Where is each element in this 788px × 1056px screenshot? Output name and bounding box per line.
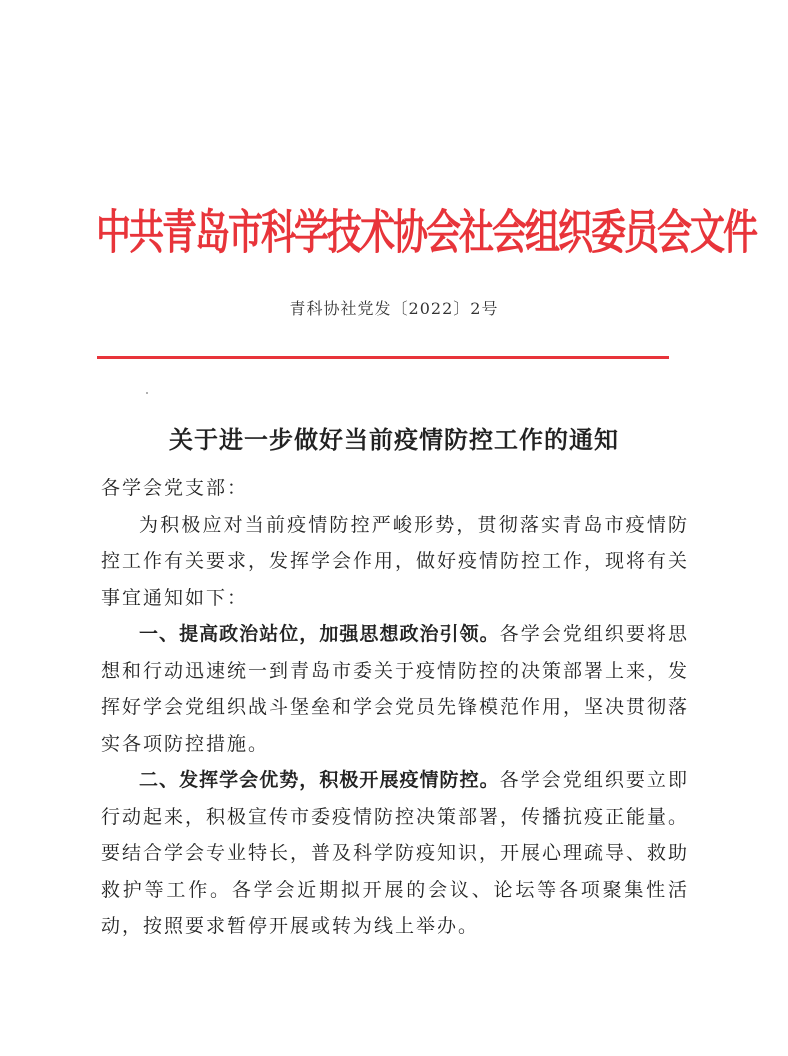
document-header-title: 中共青岛市科学技术协会社会组织委员会文件	[96, 206, 757, 261]
section-paragraph-1	[101, 616, 689, 762]
salutation: 各学会党支部：	[101, 477, 249, 499]
notice-body	[101, 470, 689, 945]
section-heading-1: 一、提高政治站位，加强思想政治引领。	[139, 623, 500, 645]
scan-dot-mark	[146, 392, 148, 394]
section-text-2: 各学会党组织要立即行动起来，积极宣传市委疫情防控决策部署，传播抗疫正能量。要结合学会专业特长，普及科学防疫知识，开展心理疏导、救助救护等工作。各学会近期拟开展的会议、论坛等各项聚集性活动，按照要求暂停开展或转为线上举办。	[101, 769, 690, 937]
section-text-1: 各学会党组织要将思想和行动迅速统一到青岛市委关于疫情防控的决策部署上来，发挥好学会党组织战斗堡垒和学会党员先锋模范作用，坚决贯彻落实各项防控措施。	[101, 623, 690, 755]
notice-title: 关于进一步做好当前疫情防控工作的通知	[169, 425, 619, 454]
section-paragraph-2	[101, 762, 689, 945]
document-number: 青科协社党发〔2022〕2号	[289, 299, 499, 318]
red-divider-line	[97, 356, 669, 359]
intro-paragraph: 为积极应对当前疫情防控严峻形势，贯彻落实青岛市疫情防控工作有关要求，发挥学会作用，做好疫情防控工作，现将有关事宜通知如下：	[101, 513, 690, 609]
section-heading-2: 二、发挥学会优势，积极开展疫情防控。	[139, 769, 500, 791]
